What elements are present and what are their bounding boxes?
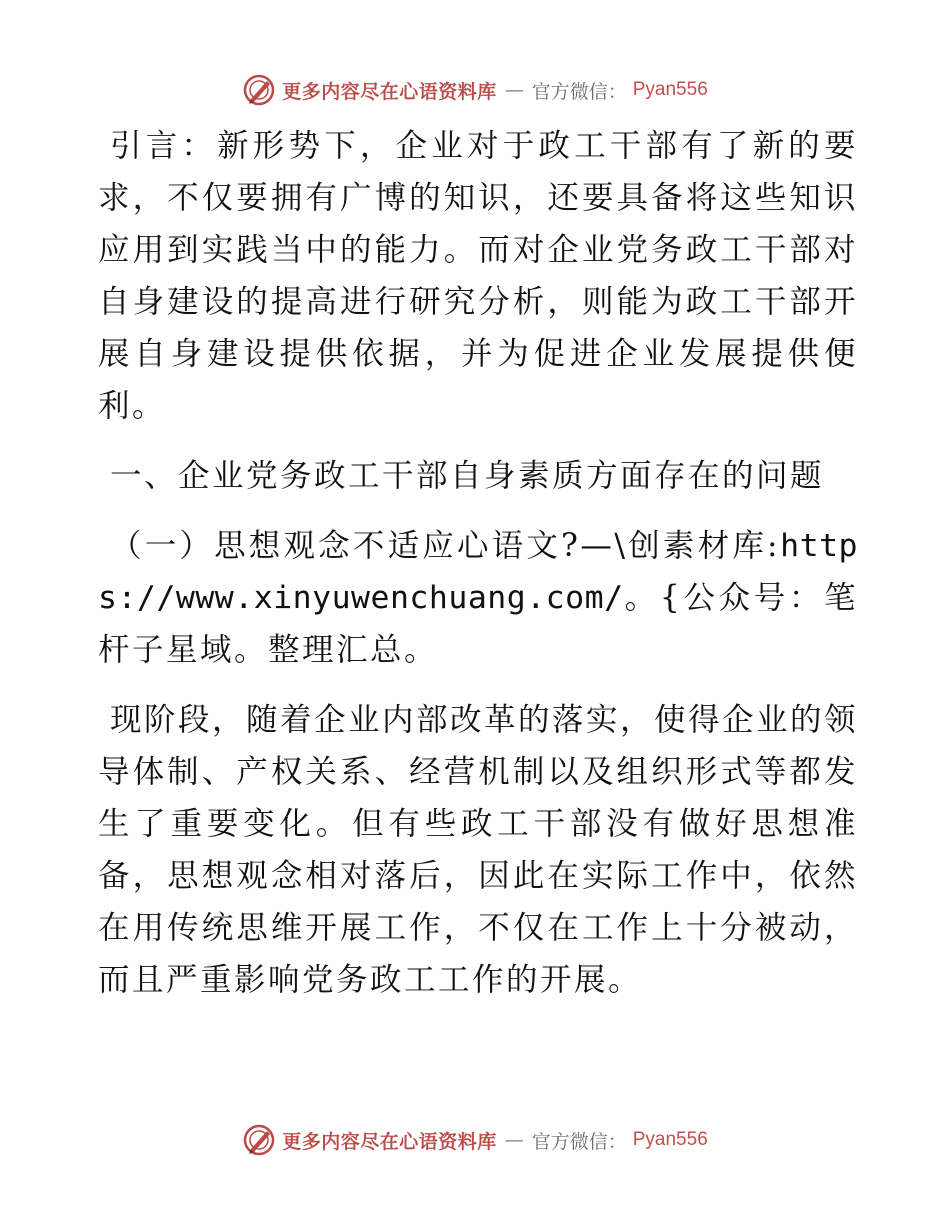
banner-wechat-label: 官方微信： xyxy=(531,80,627,103)
subsection-suffix: 。{公众号：笔杆子星域。整理汇总。 xyxy=(98,580,858,668)
subsection-prefix: （一）思想观念不适应心语文?—\创素材库: xyxy=(110,528,781,564)
brand-logo-icon xyxy=(242,73,276,107)
subsection-heading xyxy=(98,520,858,676)
brand-logo-icon xyxy=(242,1123,276,1157)
header-banner xyxy=(0,70,950,110)
banner-title: 更多内容尽在心语资料库 xyxy=(282,1130,497,1153)
footer-banner xyxy=(0,1120,950,1160)
banner-dash: — xyxy=(504,79,524,101)
banner-wechat-id: Pyan556 xyxy=(632,79,708,100)
document-body xyxy=(98,120,858,1006)
banner-wechat-label: 官方微信： xyxy=(531,1130,627,1153)
body-paragraph: 现阶段，随着企业内部改革的落实，使得企业的领导体制、产权关系、经营机制以及组织形式等都发生了重要变化。但有些政工干部没有做好思想准备，思想观念相对落后，因此在实际工作中，依然在用传统思维开展工作，不仅在工作上十分被动，而且严重影响党务政工工作的开展。 xyxy=(98,702,859,998)
intro-paragraph: 引言：新形势下，企业对于政工干部有了新的要求，不仅要拥有广博的知识，还要具备将这些知识应用到实践当中的能力。而对企业党务政工干部对自身建设的提高进行研究分析，则能为政工干部开展自身建设提供依据，并为促进企业发展提供便利。 xyxy=(98,128,858,424)
section-heading: 一、企业党务政工干部自身素质方面存在的问题 xyxy=(110,458,825,494)
banner-wechat-id: Pyan556 xyxy=(632,1129,708,1150)
banner-dash: — xyxy=(504,1129,524,1151)
resource-url: https://www.xinyuwenchuang.com/ xyxy=(98,528,858,616)
banner-title: 更多内容尽在心语资料库 xyxy=(282,80,497,103)
